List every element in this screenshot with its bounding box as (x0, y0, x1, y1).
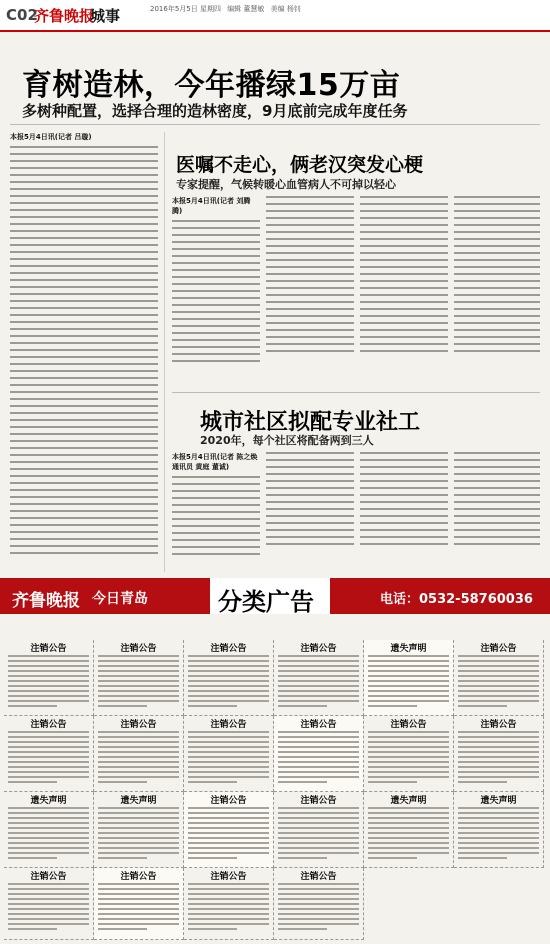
classified-item (274, 868, 364, 940)
classified-item (364, 640, 454, 716)
page-header (0, 0, 550, 32)
column-divider (164, 132, 165, 572)
classified-item-title: 注销公告 (210, 644, 247, 654)
story1-lead: 本报5月4日讯(记者 吕璇) (10, 133, 92, 141)
classified-item-title: 注销公告 (30, 720, 67, 730)
story3-body (172, 452, 540, 570)
classified-item-title: 注销公告 (120, 872, 157, 882)
story2-body (172, 196, 540, 376)
classified-item-title: 注销公告 (390, 720, 427, 730)
classified-item-title: 遗失声明 (30, 796, 67, 806)
classified-item (94, 792, 184, 868)
classified-item (4, 792, 94, 868)
classified-item (4, 716, 94, 792)
classified-item-title: 遗失声明 (480, 796, 517, 806)
classified-item (184, 792, 274, 868)
classified-item (454, 640, 544, 716)
classified-item (454, 792, 544, 868)
paper-logo: 齐鲁晚报 (34, 7, 95, 25)
classified-item-title: 注销公告 (480, 720, 517, 730)
classified-item-title: 注销公告 (480, 644, 517, 654)
classified-item (364, 792, 454, 868)
story1-body (10, 132, 158, 572)
classified-item (274, 792, 364, 868)
classified-item (364, 716, 454, 792)
classified-item (454, 716, 544, 792)
ad-paper-logo: 齐鲁晚报 (12, 591, 80, 611)
classified-title-box (210, 578, 330, 614)
classified-item-title: 注销公告 (300, 872, 337, 882)
classified-item-title: 遗失声明 (390, 796, 427, 806)
classified-item-title: 注销公告 (300, 720, 337, 730)
classified-item-title: 注销公告 (300, 644, 337, 654)
story2-headline: 医嘱不走心，俩老汉突发心梗 (176, 154, 424, 176)
story2-subhead: 专家提醒，气候转暖心血管病人不可掉以轻心 (176, 178, 396, 191)
story1-headline: 育树造林，今年播绿15万亩 (22, 68, 401, 103)
story3-subhead: 2020年，每个社区将配备两到三人 (200, 434, 374, 447)
story3-headline: 城市社区拟配专业社工 (200, 410, 421, 435)
story2-lead: 本报5月4日讯(记者 刘腾腾) (172, 197, 251, 215)
story3-lead: 本报5月4日讯(记者 陈之焕 通讯员 黄庭 董诚) (172, 453, 258, 471)
classified-phone: 电话：0532-58760036 (380, 592, 533, 607)
classified-item-title: 注销公告 (30, 644, 67, 654)
classified-item-title: 遗失声明 (390, 644, 427, 654)
header-meta: 2016年5月5日 星期四 编辑 董慧敏 美编 杨钊 (150, 5, 301, 13)
classified-item-title: 注销公告 (210, 796, 247, 806)
classified-item (274, 640, 364, 716)
ad-today-label: 今日青岛 (92, 591, 148, 607)
classified-item (94, 716, 184, 792)
classified-item (274, 716, 364, 792)
classified-item-title: 注销公告 (30, 872, 67, 882)
classified-item (94, 640, 184, 716)
classified-item (184, 716, 274, 792)
classified-item (184, 868, 274, 940)
classified-item-title: 注销公告 (300, 796, 337, 806)
classified-item-title: 遗失声明 (120, 796, 157, 806)
classified-item-title: 注销公告 (120, 644, 157, 654)
classified-title: 分类广告 (218, 588, 314, 616)
page-number: C02 (6, 6, 38, 24)
divider (172, 392, 540, 393)
section-title: 城事 (90, 7, 121, 25)
story1-subhead: 多树种配置，选择合理的造林密度，9月底前完成年度任务 (22, 102, 408, 120)
classified-item (94, 868, 184, 940)
classified-item-title: 注销公告 (210, 872, 247, 882)
divider (10, 124, 540, 125)
classified-item (184, 640, 274, 716)
classified-item (4, 640, 94, 716)
classified-grid (4, 640, 546, 940)
classified-item (4, 868, 94, 940)
classified-item-title: 注销公告 (210, 720, 247, 730)
classified-item-title: 注销公告 (120, 720, 157, 730)
